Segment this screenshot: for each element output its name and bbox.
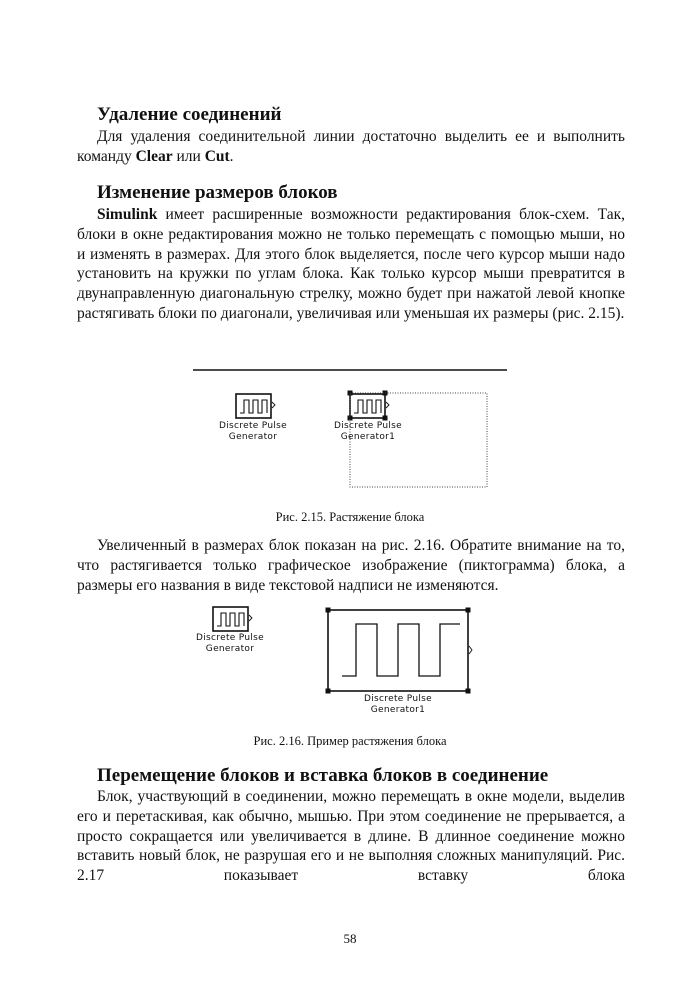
command-cut: Cut: [204, 147, 230, 165]
simulink-name: Simulink: [97, 206, 158, 223]
pulse-generator-large-block-icon: [326, 608, 473, 694]
figure-2-15-caption: Рис. 2.15. Растяжение блока: [275, 510, 425, 524]
command-clear: Clear: [135, 147, 173, 165]
delete-text-or: или: [172, 147, 205, 165]
resize-text: имеет расширенные возможности редактирования блок-схем. Так, блоки в окне редактирования можно не только перемещать с помощью мыши, но и изменять в размерах. Для этого блок выделяется, после чего курсор мыши надо установить на кружки по углам блока. Как только курсор мыши превратится в двунаправленную диагональную стрелку, можно будет при нажатой левой кнопке растягивать блоки по диагонали, увеличивая или уменьшая их размеры (рис. 2.15).: [77, 206, 625, 322]
large-block-label: Discrete Pulse Generator1: [364, 694, 432, 715]
move-text: Блок, участвующий в соединении, можно перемещать в окне модели, выделив его и перетаскивая, как обычно, мышью. При этом соединение не прерывается, а просто сокращается или увеличивается в длине. В длинное соединение можно вставить новый блок, не разрушая его и не выполняя сложных манипуляций. Рис. 2.17 показывает вставку блока: [77, 788, 625, 885]
paragraph-move-blocks: [77, 787, 625, 886]
heading-resize-blocks: Изменение размеров блоков: [97, 182, 338, 203]
enlarged-text: Увеличенный в размерах блок показан на рис. 2.16. Обратите внимание на то, что растягивается только графическое изображение (пиктограмма) блока, а размеры его названия в виде текстовой надписи не изменяются.: [77, 537, 625, 594]
figure-2-16-caption: Рис. 2.16. Пример растяжения блока: [253, 734, 447, 748]
paragraph-enlarged-block: [77, 536, 625, 595]
pulse-generator-block-2-selected-icon: [348, 391, 390, 421]
small-block-label: Discrete Pulse Generator: [196, 633, 264, 654]
page-number: 58: [343, 931, 357, 946]
paragraph-resize-blocks: [77, 205, 625, 324]
block-2-label: Discrete Pulse Generator1: [334, 421, 402, 442]
pulse-generator-small-block-icon: [213, 607, 252, 631]
heading-delete-connections: Удаление соединений: [97, 104, 282, 125]
delete-text: Для удаления соединительной линии достаточно выделить ее и выполнить команду: [77, 128, 625, 165]
block-1-label: Discrete Pulse Generator: [219, 421, 287, 442]
heading-move-blocks: Перемещение блоков и вставка блоков в соединение: [97, 765, 549, 786]
delete-text-end: .: [229, 147, 234, 165]
pulse-generator-block-1-icon: [236, 394, 275, 418]
paragraph-delete-connections: [77, 127, 625, 167]
